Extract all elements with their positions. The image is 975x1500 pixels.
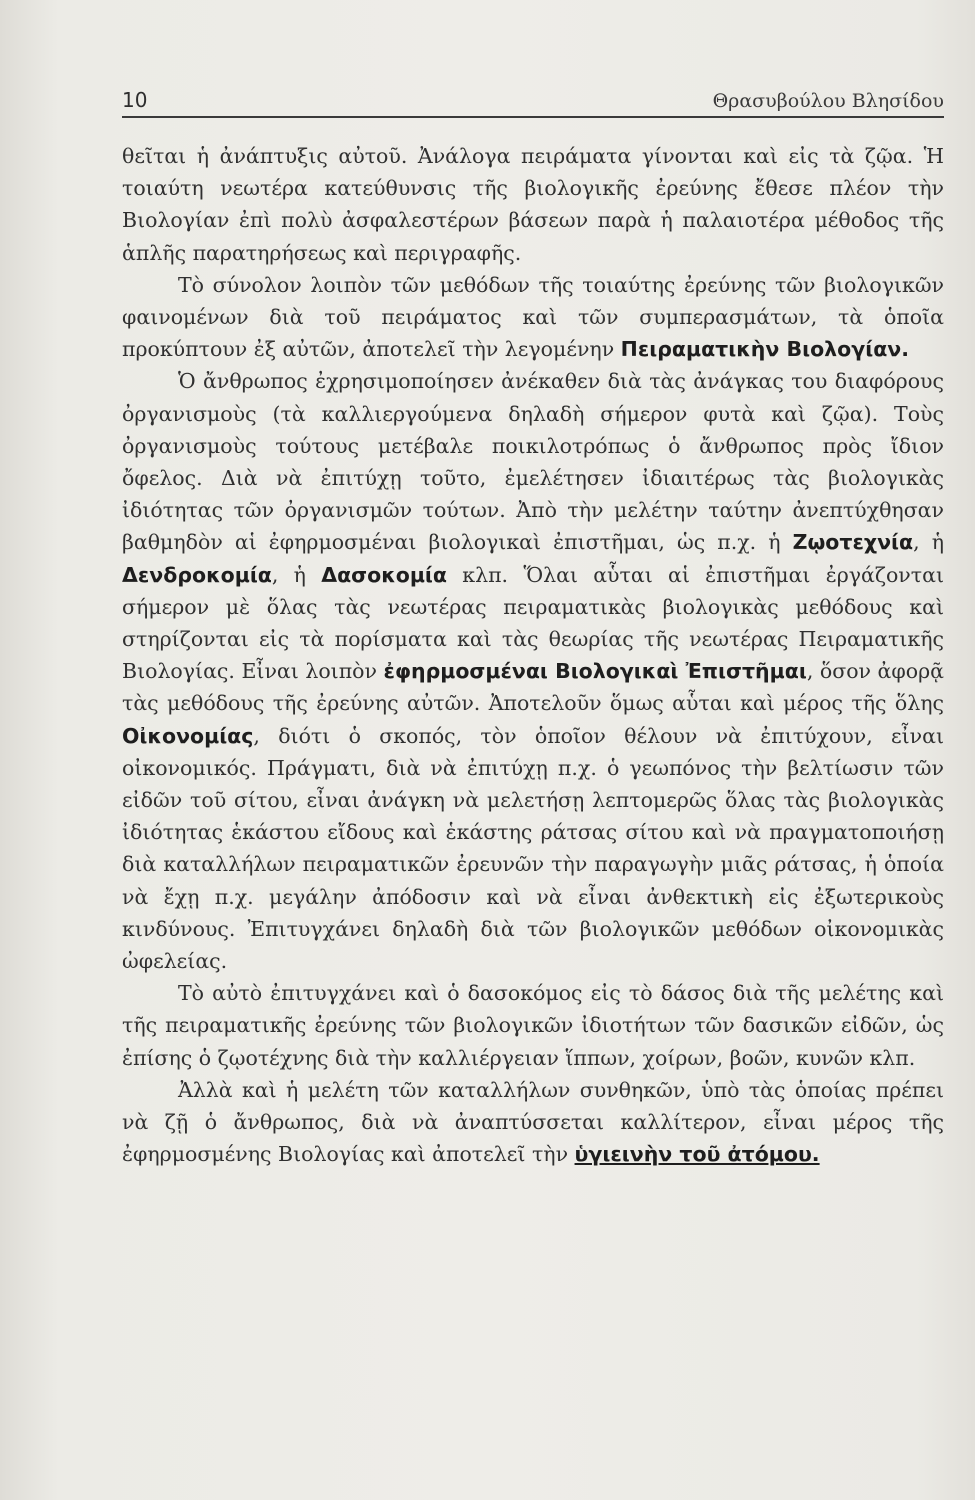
paragraph-2-text: Τὸ σύνολον λοιπὸν τῶν μεθόδων τῆς τοιαύτης ἐρεύνης τῶν βιολογικῶν φαινομένων διὰ τοῦ πειράματος καὶ τῶν συμπερασμάτων, τὰ ὁποῖα προκύπτουν ἐξ αὐτῶν, ἀποτελεῖ τὴν λεγομένην bbox=[122, 272, 944, 362]
page-number: 10 bbox=[122, 88, 148, 112]
paragraph-3-text-a: Ὁ ἄνθρωπος ἐχρησιμοποίησεν ἀνέκαθεν διὰ τὰς ἀνάγκας του διαφόρους ὀργανισμοὺς (τὰ καλλιεργούμενα δηλαδὴ σήμερον φυτὰ καὶ ζῷα). Τοὺς ὀργανισμοὺς τούτους μετέβαλε ποικιλοτρόπως ὁ ἄνθρωπος πρὸς ἴδιον ὄφελος. Διὰ νὰ ἐπιτύχῃ τοῦτο, ἐμελέτησεν ἰδιαιτέρως τὰς βιολογικὰς ἰδιότητας τῶν ὀργανισμῶν τούτων. Ἀπὸ τὴν μελέτην ταύτην ἀνεπτύχθησαν βαθμηδὸν αἱ ἐφηρμοσμέναι βιολογικαὶ ἐπιστῆμαι, ὡς π.χ. ἡ bbox=[122, 369, 944, 555]
paragraph-4 bbox=[122, 977, 944, 1074]
running-head: Θρασυβούλου Βλησίδου bbox=[712, 90, 944, 112]
term-individual-hygiene: ὑγιεινὴν τοῦ ἀτόμου. bbox=[574, 1142, 820, 1167]
term-forestry: Δασοκομία bbox=[321, 562, 448, 587]
term-economy: Οἰκονομίας bbox=[122, 723, 254, 748]
body-text bbox=[122, 140, 944, 1171]
term-applied-biological-sciences: ἐφηρμοσμέναι Βιολογικαὶ Ἐπιστῆμαι bbox=[383, 659, 807, 684]
page-header bbox=[122, 82, 944, 118]
paragraph-5 bbox=[122, 1074, 944, 1171]
paragraph-1 bbox=[122, 140, 944, 269]
paragraph-4-text: Τὸ αὐτὸ ἐπιτυγχάνει καὶ ὁ δασοκόμος εἰς τὸ δάσος διὰ τῆς μελέτης καὶ τῆς πειραματικῆς ἐρεύνης τῶν βιολογικῶν ἰδιοτήτων τῶν δασικῶν εἰδῶν, ὡς ἐπίσης ὁ ζῳοτέχνης διὰ τὴν καλλιέργειαν ἵππων, χοίρων, βοῶν, κυνῶν κλπ. bbox=[122, 981, 944, 1070]
term-zootechny: Ζῳοτεχνία bbox=[792, 530, 914, 555]
paragraph-3-text-i: , ὅσον ἀφορᾷ τὰς μεθόδους τῆς ἐρεύνης αὐτῶν. Ἀποτελοῦν ὅμως αὗται καὶ μέρος τῆς ὅλης bbox=[122, 659, 944, 716]
paragraph-1-text: θεῖται ἡ ἀνάπτυξις αὐτοῦ. Ἀνάλογα πειράματα γίνονται καὶ εἰς τὰ ζῷα. Ἡ τοιαύτη νεωτέρα κατεύθυνσις τῆς βιολογικῆς ἐρεύνης ἔθεσε πλέον τὴν Βιολογίαν ἐπὶ πολὺ ἀσφαλεστέρων βάσεων παρὰ ἡ παλαιοτέρα μέθοδος τῆς ἁπλῆς παρατηρήσεως καὶ περιγραφῆς. bbox=[122, 144, 944, 265]
term-arboriculture: Δενδροκομία bbox=[122, 562, 272, 587]
paragraph-5-text: Ἀλλὰ καὶ ἡ μελέτη τῶν καταλλήλων συνθηκῶν, ὑπὸ τὰς ὁποίας πρέπει νὰ ζῇ ὁ ἄνθρωπος, διὰ νὰ ἀναπτύσσεται καλλίτερον, εἶναι μέρος τῆς ἐφηρμοσμένης Βιολογίας καὶ ἀποτελεῖ τὴν bbox=[122, 1077, 944, 1167]
paragraph-2 bbox=[122, 269, 944, 366]
paragraph-3-text-c: , ἡ bbox=[913, 530, 944, 555]
paragraph-3-text-e: , ἡ bbox=[271, 562, 322, 587]
paragraph-3-text-g: κλπ. Ὅλαι αὗται αἱ ἐπιστῆμαι ἐργάζονται σήμερον μὲ ὅλας τὰς νεωτέρας πειραματικὰς βιολογικὰς μεθόδους καὶ στηρίζονται εἰς τὰ πορίσματα καὶ τὰς θεωρίας τῆς νεωτέρας Πειραματικῆς Βιολογίας. Εἶναι λοιπὸν bbox=[122, 562, 944, 684]
paragraph-3 bbox=[122, 365, 944, 977]
paragraph-3-text-k: , διότι ὁ σκοπός, τὸν ὁποῖον θέλουν νὰ ἐπιτύχουν, εἶναι οἰκονομικός. Πράγματι, διὰ νὰ ἐπιτύχῃ π.χ. ὁ γεωπόνος τὴν βελτίωσιν τῶν εἰδῶν τοῦ σίτου, εἶναι ἀνάγκη νὰ μελετήσῃ λεπτομερῶς ὅλας τὰς βιολογικὰς ἰδιότητας ἑκάστου εἴδους καὶ ἑκάστης ράτσας σίτου καὶ νὰ πραγματοποιήσῃ διὰ καταλλήλων πειραματικῶν ἐρευνῶν τὴν παραγωγὴν μιᾶς ράτσας, ἡ ὁποία νὰ ἔχῃ π.χ. μεγάλην ἀπόδοσιν καὶ νὰ εἶναι ἀνθεκτικὴ εἰς ἐξωτερικοὺς κινδύνους. Ἐπιτυγχάνει δηλαδὴ διὰ τῶν βιολογικῶν μεθόδων οἰκονομικὰς ὠφελείας. bbox=[122, 723, 944, 974]
term-experimental-biology: Πειραματικὴν Βιολογίαν. bbox=[620, 337, 910, 362]
